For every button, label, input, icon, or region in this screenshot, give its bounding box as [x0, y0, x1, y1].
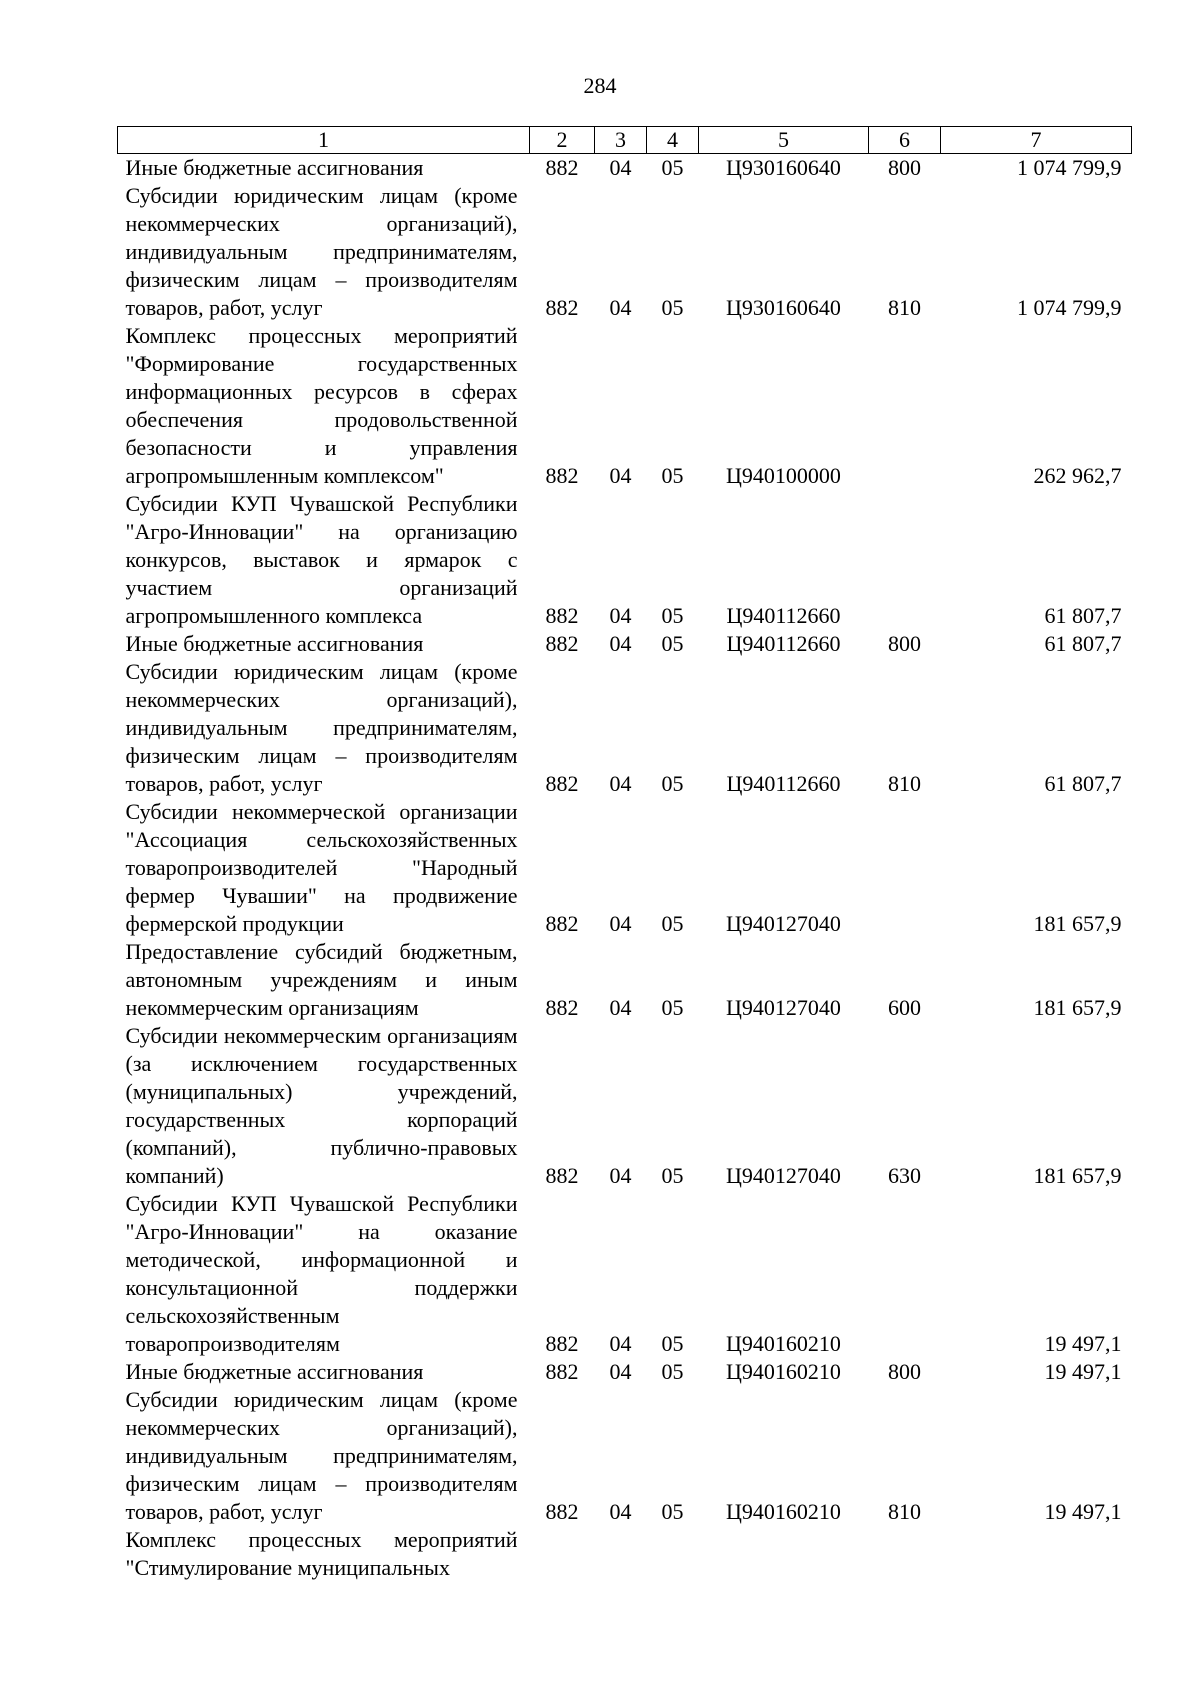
row-target-article: Ц930160640	[726, 295, 841, 320]
row-ministry-code: 882	[545, 1359, 579, 1384]
row-section: 04	[609, 463, 632, 488]
row-target-article: Ц940127040	[726, 995, 841, 1020]
row-amount: 19 497,1	[1044, 1499, 1122, 1524]
row-section: 04	[609, 295, 632, 320]
row-expense-type	[869, 1526, 941, 1582]
table-row	[118, 658, 1132, 798]
table-row	[118, 1526, 1132, 1582]
table-row	[118, 1022, 1132, 1190]
row-subsection: 05	[661, 1359, 684, 1384]
row-section: 04	[609, 771, 632, 796]
row-subsection	[647, 1526, 699, 1582]
row-expense-type	[869, 1190, 941, 1358]
header-cell: 2	[530, 127, 595, 154]
table-row	[118, 1190, 1132, 1358]
table-row	[118, 798, 1132, 938]
row-subsection: 05	[661, 155, 684, 180]
row-target-article: Ц940160210	[726, 1331, 841, 1356]
row-amount: 1 074 799,9	[1017, 295, 1122, 320]
table-row	[118, 490, 1132, 630]
row-ministry-code: 882	[545, 771, 579, 796]
row-name: Предоставление субсидий бюджетным, автономным учреждениям и иным некоммерческим организациям	[125, 939, 518, 1020]
row-ministry-code: 882	[545, 911, 579, 936]
row-name: Субсидии юридическим лицам (кроме некоммерческих организаций), индивидуальным предпринимателям, физическим лицам – производителям товаров, работ, услуг	[125, 183, 518, 320]
table-row	[118, 322, 1132, 490]
row-ministry-code: 882	[545, 1331, 579, 1356]
row-subsection: 05	[661, 1499, 684, 1524]
row-name: Субсидии некоммерческим организациям (за исключением государственных (муниципальных) учреждений, государственных корпораций (компаний), публично-правовых компаний)	[125, 1023, 518, 1188]
row-amount: 61 807,7	[1044, 603, 1122, 628]
row-expense-type	[869, 322, 941, 490]
row-subsection: 05	[661, 295, 684, 320]
row-subsection: 05	[661, 631, 684, 656]
row-ministry-code: 882	[545, 463, 579, 488]
header-cell: 5	[699, 127, 869, 154]
row-amount: 262 962,7	[1033, 463, 1122, 488]
row-amount: 181 657,9	[1033, 911, 1122, 936]
row-ministry-code: 882	[545, 631, 579, 656]
row-expense-type: 810	[888, 1499, 921, 1524]
header-cell: 4	[647, 127, 699, 154]
row-amount: 19 497,1	[1044, 1359, 1122, 1384]
row-name: Субсидии КУП Чувашской Республики "Агро-Инновации" на оказание методической, информационной и консультационной поддержки сельскохозяйственным товаропроизводителям	[125, 1191, 518, 1356]
header-cell: 7	[941, 127, 1132, 154]
row-subsection: 05	[661, 995, 684, 1020]
row-target-article: Ц940160210	[726, 1499, 841, 1524]
row-amount: 61 807,7	[1044, 771, 1122, 796]
table-row	[118, 1358, 1132, 1386]
row-target-article: Ц940100000	[726, 463, 841, 488]
header-cell: 1	[118, 127, 530, 154]
budget-table	[117, 126, 1132, 1582]
row-name: Иные бюджетные ассигнования	[125, 631, 424, 656]
row-amount: 181 657,9	[1033, 1163, 1122, 1188]
row-subsection: 05	[661, 771, 684, 796]
table-row	[118, 1386, 1132, 1526]
row-target-article: Ц940112660	[726, 603, 841, 628]
row-name: Комплекс процессных мероприятий "Формирование государственных информационных ресурсов в сферах обеспечения продовольственной безопасности и управления агропромышленным комплексом"	[125, 323, 518, 488]
row-expense-type: 600	[888, 995, 921, 1020]
row-amount: 1 074 799,9	[1017, 155, 1122, 180]
row-amount	[941, 1526, 1132, 1582]
row-ministry-code: 882	[545, 1163, 579, 1188]
header-cell: 3	[595, 127, 647, 154]
row-ministry-code: 882	[545, 155, 579, 180]
row-expense-type: 810	[888, 771, 921, 796]
row-name: Субсидии КУП Чувашской Республики "Агро-Инновации" на организацию конкурсов, выставок и ярмарок с участием организаций агропромышленного комплекса	[125, 491, 518, 628]
row-section: 04	[609, 1499, 632, 1524]
row-expense-type: 800	[888, 1359, 921, 1384]
table-row	[118, 182, 1132, 322]
row-amount: 181 657,9	[1033, 995, 1122, 1020]
row-name: Комплекс процессных мероприятий "Стимулирование муниципальных	[125, 1527, 518, 1580]
row-name: Субсидии некоммерческой организации "Ассоциация сельскохозяйственных товаропроизводителей "Народный фермер Чувашии" на продвижение фермерской продукции	[125, 799, 518, 936]
row-amount: 19 497,1	[1044, 1331, 1122, 1356]
row-section: 04	[609, 1331, 632, 1356]
row-section: 04	[609, 631, 632, 656]
row-target-article: Ц940127040	[726, 911, 841, 936]
row-section: 04	[609, 1359, 632, 1384]
row-target-article: Ц940112660	[726, 631, 841, 656]
table-row	[118, 938, 1132, 1022]
row-section: 04	[609, 1163, 632, 1188]
row-expense-type	[869, 798, 941, 938]
row-target-article: Ц940160210	[726, 1359, 841, 1384]
row-expense-type: 630	[888, 1163, 921, 1188]
header-row	[118, 127, 1132, 154]
row-subsection: 05	[661, 1163, 684, 1188]
page-number: 284	[583, 73, 617, 98]
table-row	[118, 630, 1132, 658]
row-ministry-code: 882	[545, 295, 579, 320]
row-expense-type: 810	[888, 295, 921, 320]
row-section: 04	[609, 995, 632, 1020]
row-ministry-code: 882	[545, 995, 579, 1020]
row-amount: 61 807,7	[1044, 631, 1122, 656]
row-name: Субсидии юридическим лицам (кроме некоммерческих организаций), индивидуальным предпринимателям, физическим лицам – производителям товаров, работ, услуг	[125, 1387, 518, 1524]
row-section: 04	[609, 603, 632, 628]
row-section: 04	[609, 155, 632, 180]
row-target-article: Ц940112660	[726, 771, 841, 796]
row-subsection: 05	[661, 463, 684, 488]
row-ministry-code: 882	[545, 603, 579, 628]
row-subsection: 05	[661, 1331, 684, 1356]
row-ministry-code: 882	[545, 1499, 579, 1524]
row-subsection: 05	[661, 603, 684, 628]
table-row	[118, 154, 1132, 183]
row-target-article: Ц940127040	[726, 1163, 841, 1188]
header-cell: 6	[869, 127, 941, 154]
row-target-article: Ц930160640	[726, 155, 841, 180]
row-name: Иные бюджетные ассигнования	[125, 1359, 424, 1384]
row-target-article	[699, 1526, 869, 1582]
row-name: Иные бюджетные ассигнования	[125, 155, 424, 180]
row-ministry-code	[530, 1526, 595, 1582]
row-subsection: 05	[661, 911, 684, 936]
row-section: 04	[609, 911, 632, 936]
row-name: Субсидии юридическим лицам (кроме некоммерческих организаций), индивидуальным предпринимателям, физическим лицам – производителям товаров, работ, услуг	[125, 659, 518, 796]
row-section	[595, 1526, 647, 1582]
table-body	[118, 154, 1132, 1583]
row-expense-type: 800	[888, 155, 921, 180]
row-expense-type: 800	[888, 631, 921, 656]
row-expense-type	[869, 490, 941, 630]
